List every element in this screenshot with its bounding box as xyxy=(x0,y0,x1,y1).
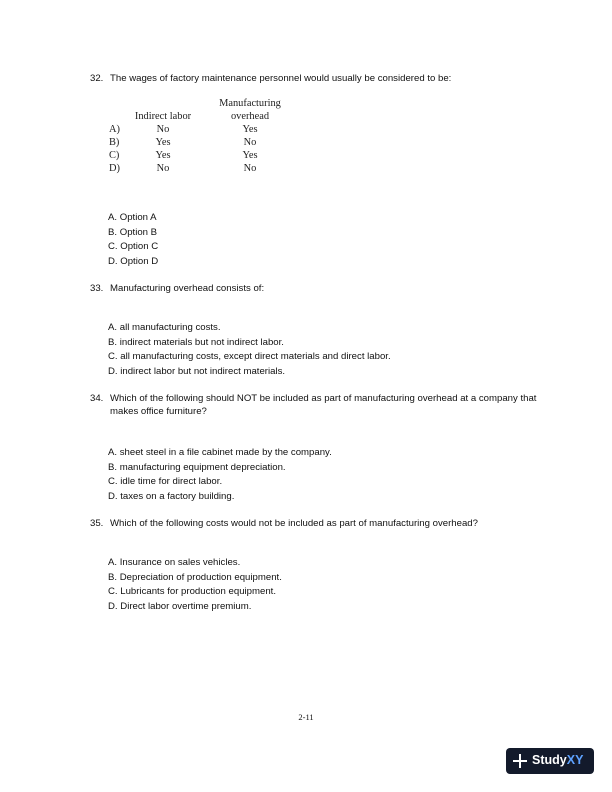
question-number: 33. xyxy=(90,283,104,294)
table-row-letter: B) xyxy=(109,137,120,148)
answer-option: B. Option B xyxy=(108,226,158,238)
table-header-overhead-line1: Manufacturing xyxy=(219,98,281,109)
table-row-letter: A) xyxy=(109,124,120,135)
table-cell: Yes xyxy=(242,124,258,135)
question-stem: Which of the following costs would not be included as part of manufacturing overhead? xyxy=(110,518,478,529)
question-35 xyxy=(90,517,550,530)
question-number: 35. xyxy=(90,518,104,529)
brand-logo xyxy=(532,753,583,767)
answer-option: C. idle time for direct labor. xyxy=(108,476,223,488)
answer-table xyxy=(109,98,309,178)
question-33 xyxy=(90,282,550,295)
answer-option: D. indirect labor but not indirect materials. xyxy=(108,366,286,378)
options-32 xyxy=(108,211,158,270)
question-number: 32. xyxy=(90,73,104,84)
table-cell: Yes xyxy=(155,137,171,148)
table-header-indirect-labor: Indirect labor xyxy=(134,111,192,122)
table-cell: No xyxy=(243,163,257,174)
table-cell: No xyxy=(156,163,170,174)
answer-option: D. taxes on a factory building. xyxy=(108,491,235,503)
question-32 xyxy=(90,72,550,85)
question-number: 34. xyxy=(90,393,104,404)
answer-option: A. Insurance on sales vehicles. xyxy=(108,557,241,568)
table-cell: No xyxy=(156,124,170,135)
question-stem: The wages of factory maintenance personnel would usually be considered to be: xyxy=(110,73,452,84)
answer-option: B. Depreciation of production equipment. xyxy=(108,571,282,583)
answer-option: C. Lubricants for production equipment. xyxy=(108,586,276,598)
options-33 xyxy=(108,321,391,380)
plus-icon xyxy=(513,754,527,768)
table-cell: No xyxy=(243,137,257,148)
question-34 xyxy=(90,392,550,418)
table-cell: Yes xyxy=(242,150,258,161)
table-cell: Yes xyxy=(155,150,171,161)
brand-text: Study xyxy=(532,753,567,767)
studyxy-watermark-badge[interactable] xyxy=(506,748,594,774)
answer-option: C. Option C xyxy=(108,241,159,253)
page-number: 2-11 xyxy=(298,712,314,722)
question-stem: Manufacturing overhead consists of: xyxy=(110,283,265,294)
answer-option: B. indirect materials but not indirect labor. xyxy=(108,336,284,348)
table-row-letter: C) xyxy=(109,150,120,161)
brand-accent-text: XY xyxy=(566,753,584,767)
answer-option: D. Direct labor overtime premium. xyxy=(108,601,252,613)
answer-option: C. all manufacturing costs, except direct materials and direct labor. xyxy=(108,351,391,363)
question-stem: Which of the following should NOT be included as part of manufacturing overhead at a company that makes office furniture? xyxy=(110,393,537,417)
options-35 xyxy=(108,556,282,615)
answer-option: D. Option D xyxy=(108,256,159,268)
answer-option: A. all manufacturing costs. xyxy=(108,322,221,333)
options-34 xyxy=(108,446,332,505)
answer-option: B. manufacturing equipment depreciation. xyxy=(108,461,286,473)
table-row-letter: D) xyxy=(109,163,120,174)
answer-option: A. sheet steel in a file cabinet made by the company. xyxy=(108,447,332,458)
answer-option: A. Option A xyxy=(108,212,157,223)
table-header-overhead-line2: overhead xyxy=(230,111,270,122)
